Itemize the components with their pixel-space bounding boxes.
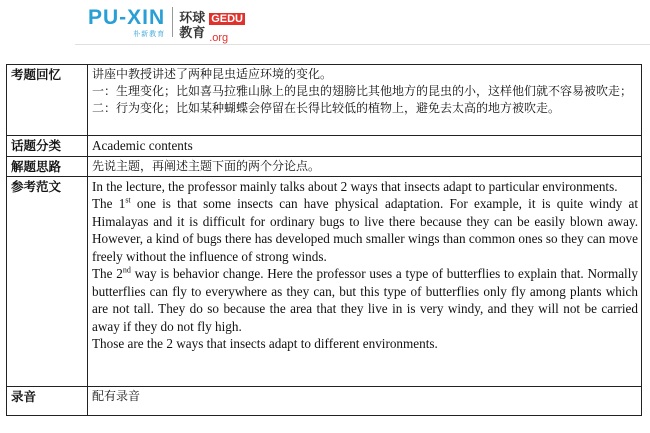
- gedu-logo: [179, 7, 245, 45]
- table-row-approach: [7, 156, 642, 176]
- gedu-wordmark: GEDU: [211, 13, 243, 25]
- essay-label: 参考范文: [7, 176, 88, 386]
- recall-line: 讲座中教授讲述了两种昆虫适应环境的变化。: [92, 67, 333, 81]
- logo-divider: [172, 7, 173, 37]
- essay-paragraph: [92, 195, 638, 265]
- question-table: [6, 64, 642, 416]
- audio-label: 录音: [7, 386, 88, 415]
- recall-content: [88, 65, 642, 136]
- recall-line: 二：行为变化；比如某种蝴蝶会停留在长得比较低的植物上，避免去太高的地方被吹走。: [92, 101, 561, 115]
- gedu-domain: .org: [209, 32, 229, 44]
- essay-content: [88, 176, 642, 386]
- approach-label: 解题思路: [7, 156, 88, 176]
- gedu-chinese-name: 环球教育: [179, 11, 206, 41]
- table-row-recall: [7, 65, 642, 136]
- brand-logos: [88, 7, 245, 45]
- essay-paragraph: Those are the 2 ways that insects adapt to different environments.: [92, 336, 438, 351]
- puxin-subtitle: 朴新教育: [133, 30, 166, 38]
- puxin-wordmark: PU-XIN: [88, 6, 166, 29]
- recall-label: 考题回忆: [7, 65, 88, 136]
- table-row-audio: [7, 386, 642, 415]
- essay-text: one is that some insects can have physical adaptation. For example, it is quite windy at Himalayas and it is difficult for ordinary bugs to live there because they can be easily blown away. However, a kind of bugs there has developed much smaller wings than common ones so they can move freely without the influence of strong winds.: [92, 196, 638, 264]
- approach-value: 先说主题，再阐述主题下面的两个分论点。: [88, 156, 642, 176]
- essay-text: The 2: [92, 266, 123, 281]
- page-header: [0, 0, 650, 62]
- table-row-essay: [7, 176, 642, 386]
- essay-text: The 1: [92, 196, 126, 211]
- essay-text: way is behavior change. Here the professor uses a type of butterflies to explain that. Normally butterflies can fly to everywhere as they can, but this type of butterflies only fly among plants which are not tall. They do so because the area that they live in is very windy, and they will not be carried away if they do not fly high.: [92, 266, 638, 334]
- category-label: 话题分类: [7, 136, 88, 157]
- audio-value: 配有录音: [88, 386, 642, 415]
- table-row-category: [7, 136, 642, 157]
- essay-paragraph: [92, 265, 638, 335]
- puxin-logo: [88, 7, 165, 39]
- category-value: Academic contents: [88, 136, 642, 157]
- ordinal-suffix: nd: [122, 265, 131, 275]
- essay-paragraph: In the lecture, the professor mainly talks about 2 ways that insects adapt to particular environments.: [92, 178, 618, 194]
- recall-line: 一：生理变化；比如喜马拉雅山脉上的昆虫的翅膀比其他地方的昆虫的小，这样他们就不容易被吹走；: [92, 84, 633, 98]
- header-rule: [75, 44, 650, 45]
- ordinal-suffix: st: [125, 195, 131, 205]
